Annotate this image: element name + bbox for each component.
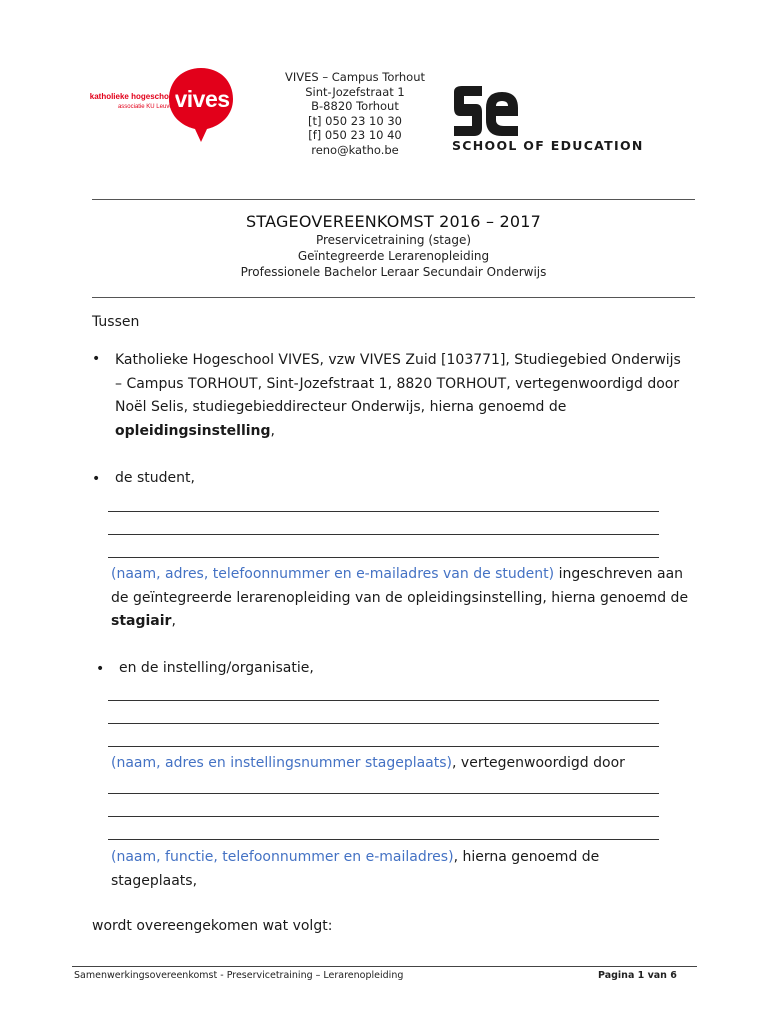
party1-line-2: – Campus TORHOUT, Sint-Jozefstraat 1, 8820 TORHOUT, vertegenwoordigd door (115, 375, 680, 392)
vives-logo-word: vives (174, 86, 230, 112)
representative-fill-line-2[interactable] (108, 816, 659, 817)
party2-hint: (naam, adres, telefoonnummer en e-mailadres van de student) (111, 566, 555, 582)
bullet-party1: • (92, 351, 101, 367)
party2-line-2: de geïntegreerde lerarenopleiding van de opleidingsinstelling, hierna genoemd de (111, 589, 689, 606)
school-of-education-logo-mark (452, 86, 520, 136)
address-fax: [f] 050 23 10 40 (308, 128, 402, 142)
document-title: STAGEOVEREENKOMST 2016 – 2017 (246, 212, 541, 231)
address-email: reno@katho.be (311, 142, 399, 157)
campus-address (270, 70, 440, 157)
vives-tagline-2: associatie KU Leuven (117, 104, 176, 110)
footer-page-number: Pagina 1 van 6 (598, 970, 677, 981)
bullet-party3: • (96, 661, 105, 677)
representative-fill-line-1[interactable] (108, 793, 659, 794)
party1-line-1: Katholieke Hogeschool VIVES, vzw VIVES Zuid [103771], Studiegebied Onderwijs (115, 352, 681, 368)
party3-hint-1: (naam, adres en instellingsnummer stageplaats) (111, 755, 453, 771)
vives-logo-tagline (88, 92, 176, 112)
party3-label: en de instelling/organisatie, (119, 660, 314, 676)
party3-paragraph (111, 846, 599, 893)
organisation-fill-line-2[interactable] (108, 723, 659, 724)
party3-after-hint-1: , vertegenwoordigd door (452, 755, 625, 771)
party1-line-3: Noël Selis, studiegebieddirecteur Onderwijs, hierna genoemd de (115, 399, 567, 415)
vives-tagline-1: katholieke hogeschool (89, 92, 176, 101)
closing-text: wordt overeengekomen wat volgt: (92, 918, 333, 934)
title-divider (92, 297, 695, 298)
party2-after-hint: ingeschreven aan (554, 566, 684, 582)
party2-label: de student, (115, 470, 195, 486)
bullet-party2: • (92, 471, 101, 487)
party1-role: opleidingsinstelling (115, 422, 271, 439)
document-subtitle-3: Professionele Bachelor Leraar Secundair Onderwijs (240, 265, 547, 279)
student-fill-line-2[interactable] (108, 534, 659, 535)
representative-fill-line-3[interactable] (108, 839, 659, 840)
document-title-block (92, 212, 695, 280)
party3-after-hint-2: , hierna genoemd de (453, 849, 600, 865)
footer-divider (72, 966, 697, 967)
party1-comma: , (270, 422, 275, 439)
party1-paragraph (115, 349, 681, 443)
party1-line-4 (115, 420, 681, 444)
student-fill-line-1[interactable] (108, 511, 659, 512)
footer-document-name: Samenwerkingsovereenkomst - Preservicetraining – Lerarenopleiding (74, 970, 404, 981)
address-line: VIVES – Campus Torhout (284, 70, 426, 84)
document-subtitle-1: Preservicetraining (stage) (315, 233, 472, 247)
party2-line-1 (111, 563, 688, 587)
organisation-fill-line-1[interactable] (108, 700, 659, 701)
party3-line-2 (111, 846, 599, 870)
intro-text: Tussen (92, 314, 140, 330)
party3-line-1 (111, 755, 625, 771)
party2-comma: , (171, 613, 176, 629)
student-fill-line-3[interactable] (108, 557, 659, 558)
address-line: Sint-Jozefstraat 1 (305, 84, 405, 99)
party3-line-3: stageplaats, (111, 872, 198, 889)
header-divider (92, 199, 695, 200)
party2-line-3 (111, 610, 688, 634)
address-phone: [t] 050 23 10 30 (308, 113, 402, 128)
party2-paragraph (111, 563, 688, 634)
party3-hint-2: (naam, functie, telefoonnummer en e-mailadres) (111, 849, 454, 865)
document-subtitle-2: Geïntegreerde Lerarenopleiding (297, 249, 490, 263)
school-of-education-logo-text: SCHOOL OF EDUCATION (452, 138, 644, 153)
party2-role: stagiair (111, 613, 172, 629)
address-line: B-8820 Torhout (311, 99, 399, 113)
organisation-fill-line-3[interactable] (108, 746, 659, 747)
